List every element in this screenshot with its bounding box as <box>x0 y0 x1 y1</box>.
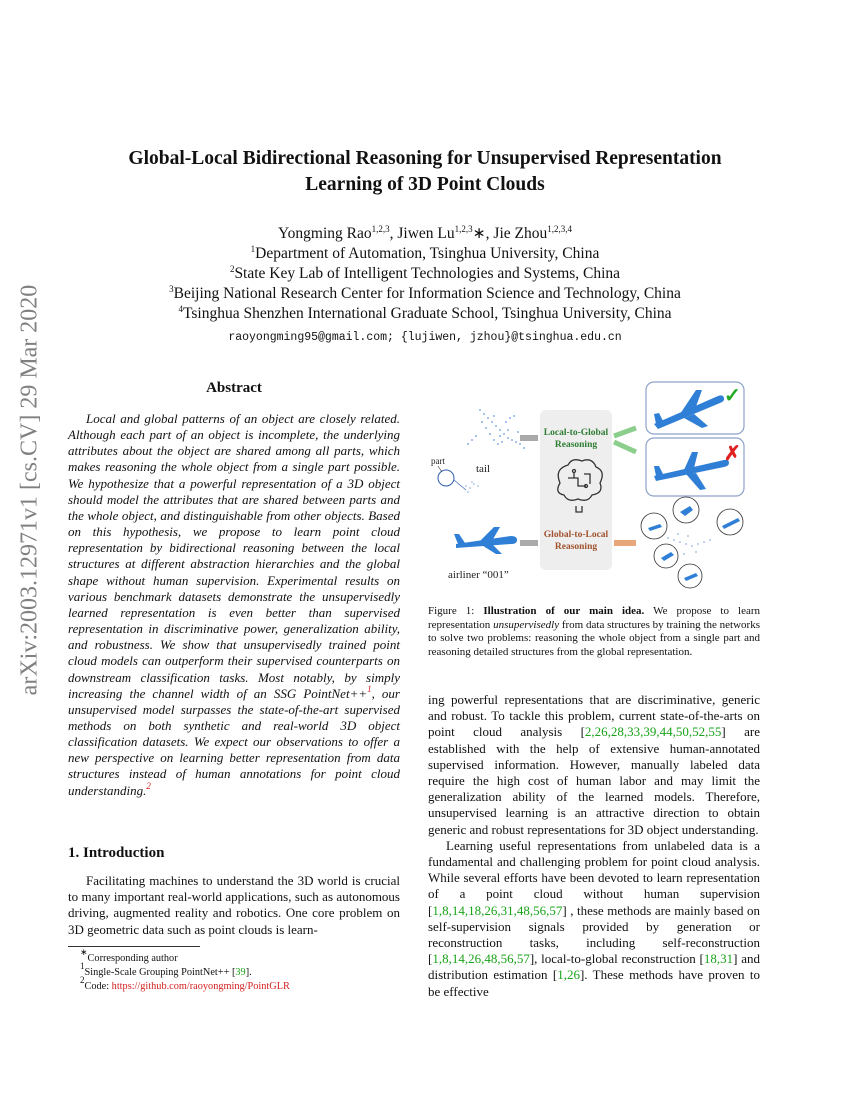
citation-links[interactable]: 1,8,14,26,48,56,57 <box>432 951 530 967</box>
citation-links[interactable]: 1,26 <box>557 967 580 983</box>
footnote-ref-2[interactable]: 2 <box>146 780 151 791</box>
airliner-model <box>454 527 517 554</box>
intro-heading: 1. Introduction <box>68 845 165 861</box>
p2-text-c: ], local-to-global reconstruction [ <box>529 951 704 967</box>
tail-point-cloud <box>465 481 479 493</box>
arxiv-sidebar <box>10 284 50 696</box>
footnote-1-end: ]. <box>245 966 252 978</box>
caption-text-2: from data structures by training the networks to solve two problems: reasoning the whole object from a single part and reasoning detailed structures from the global representation. <box>428 618 760 658</box>
author-1: Yongming Rao <box>278 225 372 242</box>
label-tail: tail <box>476 463 491 475</box>
abstract-text-a: Local and global patterns of an object are closely related. Although each part of an object is incomplete, the underlying attributes about the object are shared among all parts, which makes reasoning the whole object from a single part possible. We hypothesize that a powerful representation of a 3D object should model the attributes that are shared between parts and the whole object, and distinguishable from other objects. Based on this hypothesis, we propose to learn point cloud representation by bidirectional reasoning between the local structures at different abstraction hierarchies and the global shape without human supervision. Experimental results on various benchmark datasets demonstrate the unsupervisedly learned representation is even better than supervised representation in discriminative power, generalization ability, and robustness. We show that unsupervisedly trained point cloud models can outperform their supervised counterparts on downstream classification tasks. Most notably, by simply increasing the channel width of an SSG PointNet++ <box>68 411 400 701</box>
citation-links[interactable]: 1,8,14,18,26,31,48,56,57 <box>432 902 563 918</box>
paper-title <box>60 146 790 198</box>
point-cloud-airplane <box>467 409 529 449</box>
affiliation-2-text: State Key Lab of Intelligent Technologies and Systems, China <box>234 265 621 282</box>
p1-text-a: ing powerful representations that are discriminative, generic and robust. To tackle this problem, current state-of-the-arts on point cloud analysis [ <box>428 692 760 740</box>
label-local-to-global-2: Reasoning <box>554 440 598 450</box>
affiliation-3-text: Beijing National Research Center for Information Science and Technology, China <box>173 285 681 302</box>
affiliation-1 <box>60 244 790 264</box>
right-column-text <box>428 692 760 1000</box>
footnote-2 <box>68 974 408 994</box>
affiliation-1-sup: 1 <box>250 244 256 254</box>
citation-link[interactable]: 39 <box>235 966 246 978</box>
label-global-to-local-2: Reasoning <box>554 542 598 552</box>
paragraph-2 <box>428 838 760 1000</box>
footnote-1-mark: 1 <box>80 960 85 971</box>
part-pointer <box>438 466 442 472</box>
label-part: part <box>431 456 445 466</box>
footnote-1-text: Single-Scale Grouping PointNet++ [ <box>84 966 236 978</box>
figure-1-caption <box>428 605 760 659</box>
label-local-to-global-1: Local-to-Global <box>543 428 609 438</box>
part-link <box>454 480 466 490</box>
intro-text: Facilitating machines to understand the 3D world is crucial to many important real-world applications, such as autonomous driving, augmented reality and robotics. One core problem on 3D geometric data such as point clouds is learn- <box>68 873 400 937</box>
label-global-to-local-1: Global-to-Local <box>543 530 609 540</box>
global-to-local-parts <box>641 497 743 588</box>
paragraph-1 <box>428 692 760 838</box>
p2-text-e: ]. These methods have proven to be effective <box>428 967 760 999</box>
label-airliner: airliner “001” <box>448 569 509 581</box>
p2-text-a: Learning useful representations from unlabeled data is a fundamental and challenging problem for point cloud analysis. While several efforts have been devoted to learn representation of a point cloud without human supervision [ <box>428 837 760 918</box>
author-3-sup: 1,2,3,4 <box>547 224 572 234</box>
p1-text-b: ] are established with the help of extensive human-annotated supervised information. However, manually labeled data require the high cost of human labor and may limit the generalization ability of the learned models. Therefore, unsupervised learning is an attractive direction to obtain generic and robust representations for 3D object understanding. <box>428 724 760 837</box>
author-emails: raoyongming95@gmail.com; {lujiwen, jzhou}@tsinghua.edu.cn <box>228 331 622 344</box>
author-block <box>60 224 790 348</box>
footnote-2-text: Code: <box>84 980 112 992</box>
figure-1 <box>428 378 768 593</box>
abstract-text <box>68 411 400 799</box>
author-3: , Jie Zhou <box>485 225 548 242</box>
p2-text-b: ] , these methods are mainly based on self-supervision signals provided by generation or reconstruction tasks, including self-reconstruction [ <box>428 902 760 967</box>
affiliation-1-text: Department of Automation, Tsinghua University, China <box>255 245 600 262</box>
title-line-1: Global-Local Bidirectional Reasoning for Unsupervised Representation <box>128 148 722 169</box>
caption-title: Illustration of our main idea. <box>483 605 645 617</box>
citation-links[interactable]: 2,26,28,33,39,44,50,52,55 <box>584 724 722 740</box>
footnote-0-mark: ∗ <box>80 947 88 957</box>
author-2-sup: 1,2,3 <box>454 224 473 234</box>
p2-text-d: ] and distribution estimation [ <box>428 951 760 983</box>
affiliation-4-sup: 4 <box>178 304 183 314</box>
abstract-heading: Abstract <box>206 380 262 396</box>
title-line-2: Learning of 3D Point Clouds <box>305 174 545 195</box>
citation-links[interactable]: 18,31 <box>703 951 734 967</box>
arrow-green <box>614 428 636 452</box>
check-icon: ✓ <box>724 385 741 407</box>
code-link[interactable]: https://github.com/raoyongming/PointGLR <box>111 980 290 992</box>
affiliation-2 <box>60 264 790 284</box>
footnotes <box>68 947 408 993</box>
caption-text-1: We propose to learn representation <box>428 605 760 631</box>
caption-label: Figure 1: <box>428 605 484 617</box>
author-1-sup: 1,2,3 <box>371 224 390 234</box>
cross-icon: ✗ <box>724 443 741 465</box>
affiliation-4 <box>60 304 790 324</box>
footnote-0-text: Corresponding author <box>87 953 178 964</box>
affiliation-3-sup: 3 <box>169 284 174 294</box>
author-names <box>60 224 790 244</box>
abstract-text-b: , our unsupervised model surpasses the state-of-the-art supervised methods on both synthetic and real-world 3D object classification datasets. We expect our observations to offer a new perspective on learning better representation from data structures instead of human annotations for point cloud understanding. <box>68 685 400 798</box>
affiliation-3 <box>60 284 790 304</box>
caption-emphasis: unsupervisedly <box>493 618 560 631</box>
arxiv-id: arXiv:2003.12971v1 [cs.CV] 29 Mar 2020 <box>16 284 43 696</box>
footnote-ref-1[interactable]: 1 <box>367 683 372 694</box>
author-2: , Jiwen Lu <box>389 225 455 242</box>
affiliation-2-sup: 2 <box>229 264 235 274</box>
part-circle <box>438 470 454 486</box>
footnote-1 <box>68 960 408 980</box>
footnote-2-mark: 2 <box>80 974 85 985</box>
abstract-body <box>68 411 400 799</box>
figure-1-illustration <box>428 378 768 593</box>
affiliation-4-text: Tsinghua Shenzhen International Graduate School, Tsinghua University, China <box>182 305 672 322</box>
footnote-corresponding <box>68 947 408 966</box>
corresponding-star: ∗ <box>472 225 486 242</box>
